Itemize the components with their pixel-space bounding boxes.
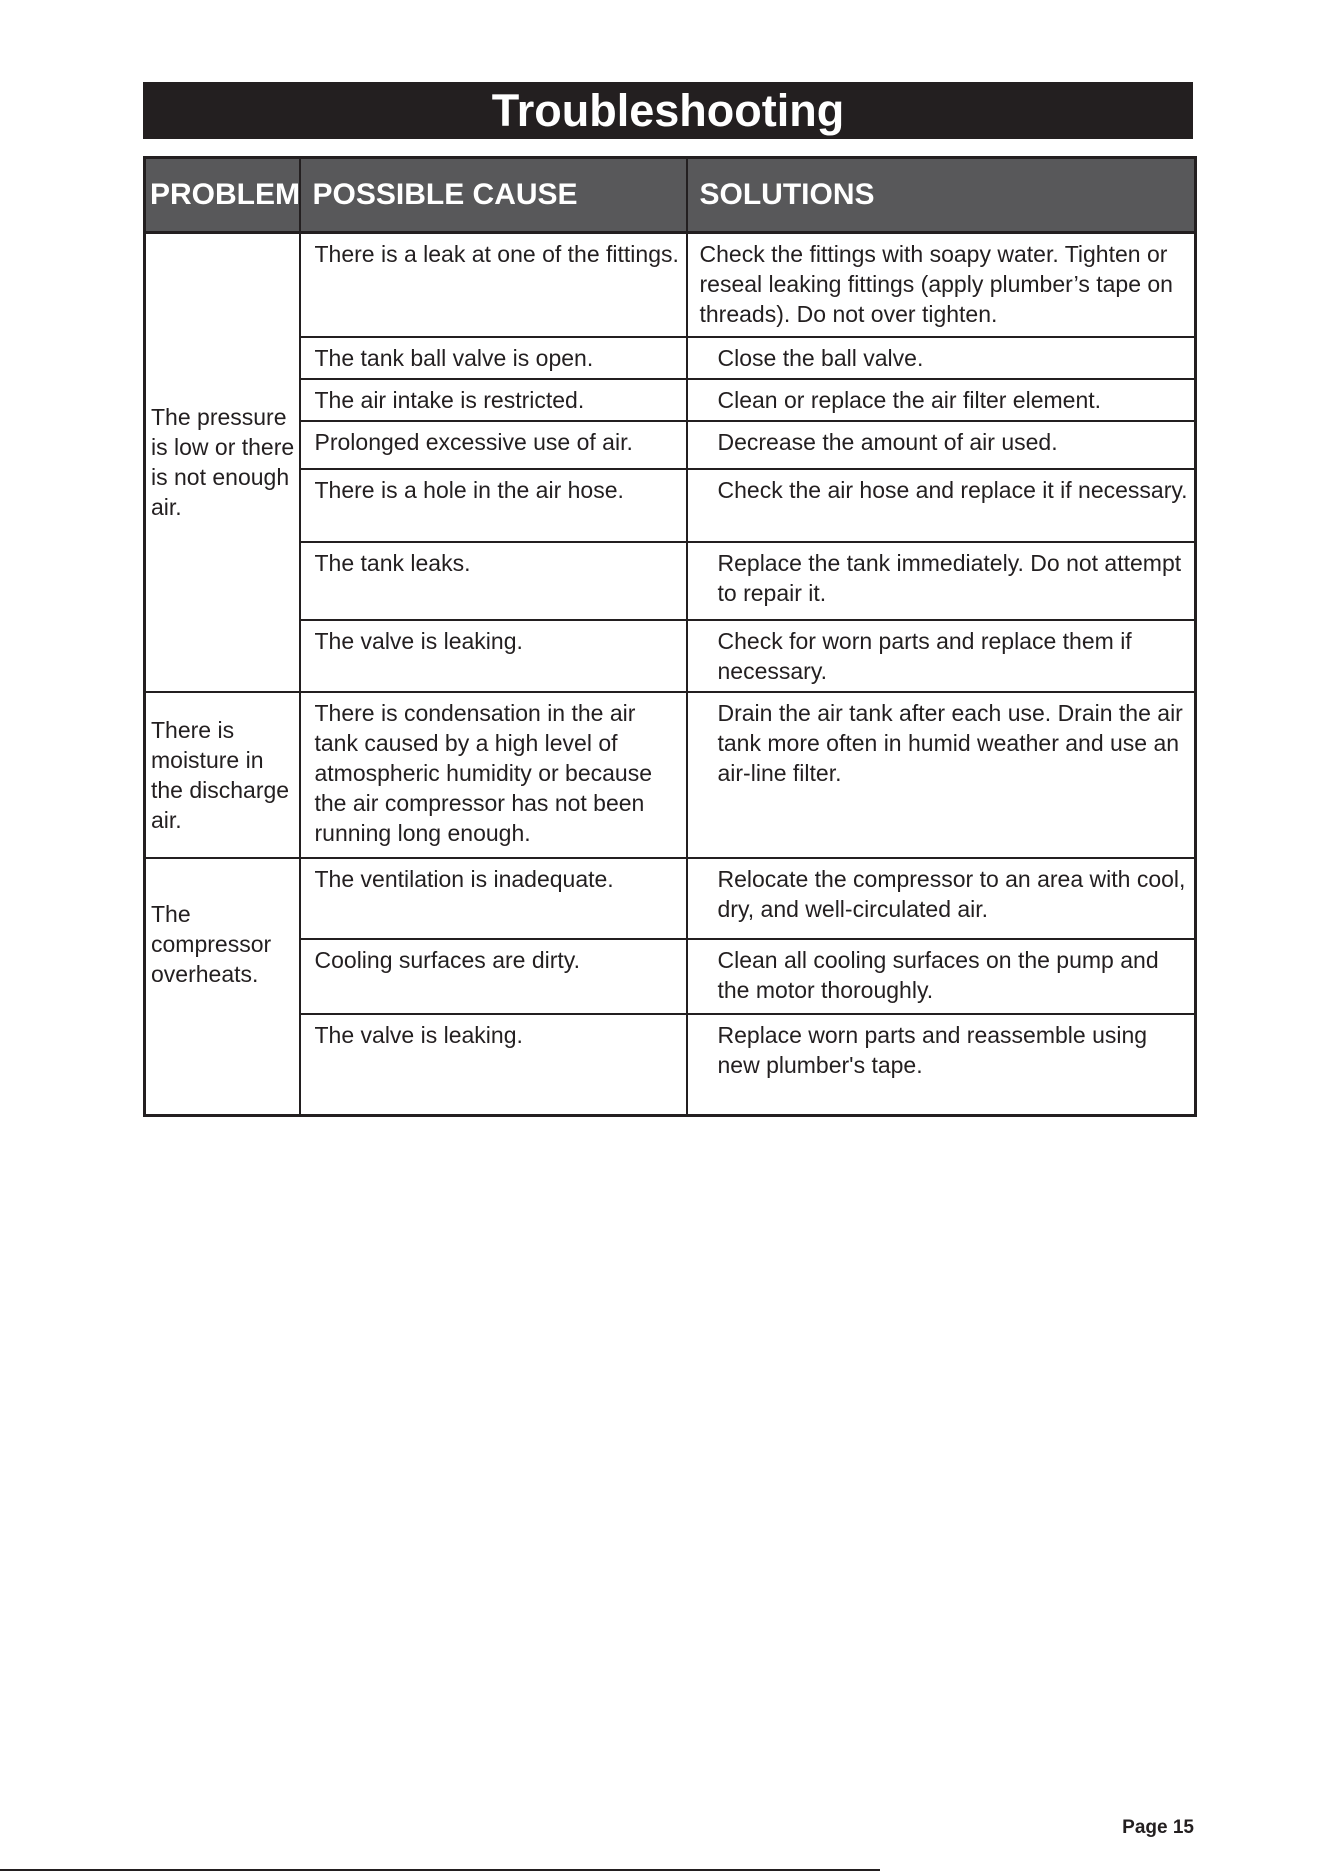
page-title: Troubleshooting [143, 82, 1193, 139]
solution-cell: Clean or replace the air filter element. [687, 379, 1196, 421]
solution-cell: Check the fittings with soapy water. Tighten or reseal leaking fittings (apply plumber’s tape on threads). Do not over tighten. [687, 233, 1196, 337]
solution-cell: Replace worn parts and reassemble using new plumber's tape. [687, 1014, 1196, 1116]
solution-cell: Close the ball valve. [687, 337, 1196, 379]
solution-cell: Check the air hose and replace it if necessary. [687, 469, 1196, 542]
problem-cell: The compressor overheats. [145, 858, 300, 1116]
solution-cell: Replace the tank immediately. Do not attempt to repair it. [687, 542, 1196, 620]
solution-cell: Drain the air tank after each use. Drain the air tank more often in humid weather and use an air-line filter. [687, 692, 1196, 858]
problem-cell: The pressure is low or there is not enough air. [145, 233, 300, 692]
solution-cell: Check for worn parts and replace them if necessary. [687, 620, 1196, 692]
column-header-solutions: SOLUTIONS [687, 158, 1196, 233]
column-header-possible-cause: POSSIBLE CAUSE [300, 158, 687, 233]
table-row [145, 337, 1196, 379]
problem-cell: There is moisture in the discharge air. [145, 692, 300, 858]
table-row [145, 939, 1196, 1014]
troubleshooting-table [143, 156, 1197, 1117]
table-row [145, 620, 1196, 692]
solution-cell: Decrease the amount of air used. [687, 421, 1196, 469]
table-header-row [145, 158, 1196, 233]
table-row [145, 379, 1196, 421]
cause-cell: The tank ball valve is open. [300, 337, 687, 379]
cause-cell: The air intake is restricted. [300, 379, 687, 421]
table-row [145, 858, 1196, 939]
solution-cell: Clean all cooling surfaces on the pump and the motor thoroughly. [687, 939, 1196, 1014]
cause-cell: The tank leaks. [300, 542, 687, 620]
cause-cell: The ventilation is inadequate. [300, 858, 687, 939]
footer-divider [0, 1869, 880, 1871]
solution-cell: Relocate the compressor to an area with cool, dry, and well-circulated air. [687, 858, 1196, 939]
cause-cell: Prolonged excessive use of air. [300, 421, 687, 469]
table-row [145, 542, 1196, 620]
cause-cell: The valve is leaking. [300, 1014, 687, 1116]
cause-cell: The valve is leaking. [300, 620, 687, 692]
cause-cell: There is condensation in the air tank caused by a high level of atmospheric humidity or because the air compressor has not been running long enough. [300, 692, 687, 858]
table-row [145, 469, 1196, 542]
cause-cell: Cooling surfaces are dirty. [300, 939, 687, 1014]
table-row [145, 1014, 1196, 1116]
table-row [145, 421, 1196, 469]
page-number: Page 15 [1122, 1817, 1194, 1838]
table-row [145, 692, 1196, 858]
cause-cell: There is a hole in the air hose. [300, 469, 687, 542]
column-header-problem: PROBLEM [145, 158, 300, 233]
cause-cell: There is a leak at one of the fittings. [300, 233, 687, 337]
table-row [145, 233, 1196, 337]
